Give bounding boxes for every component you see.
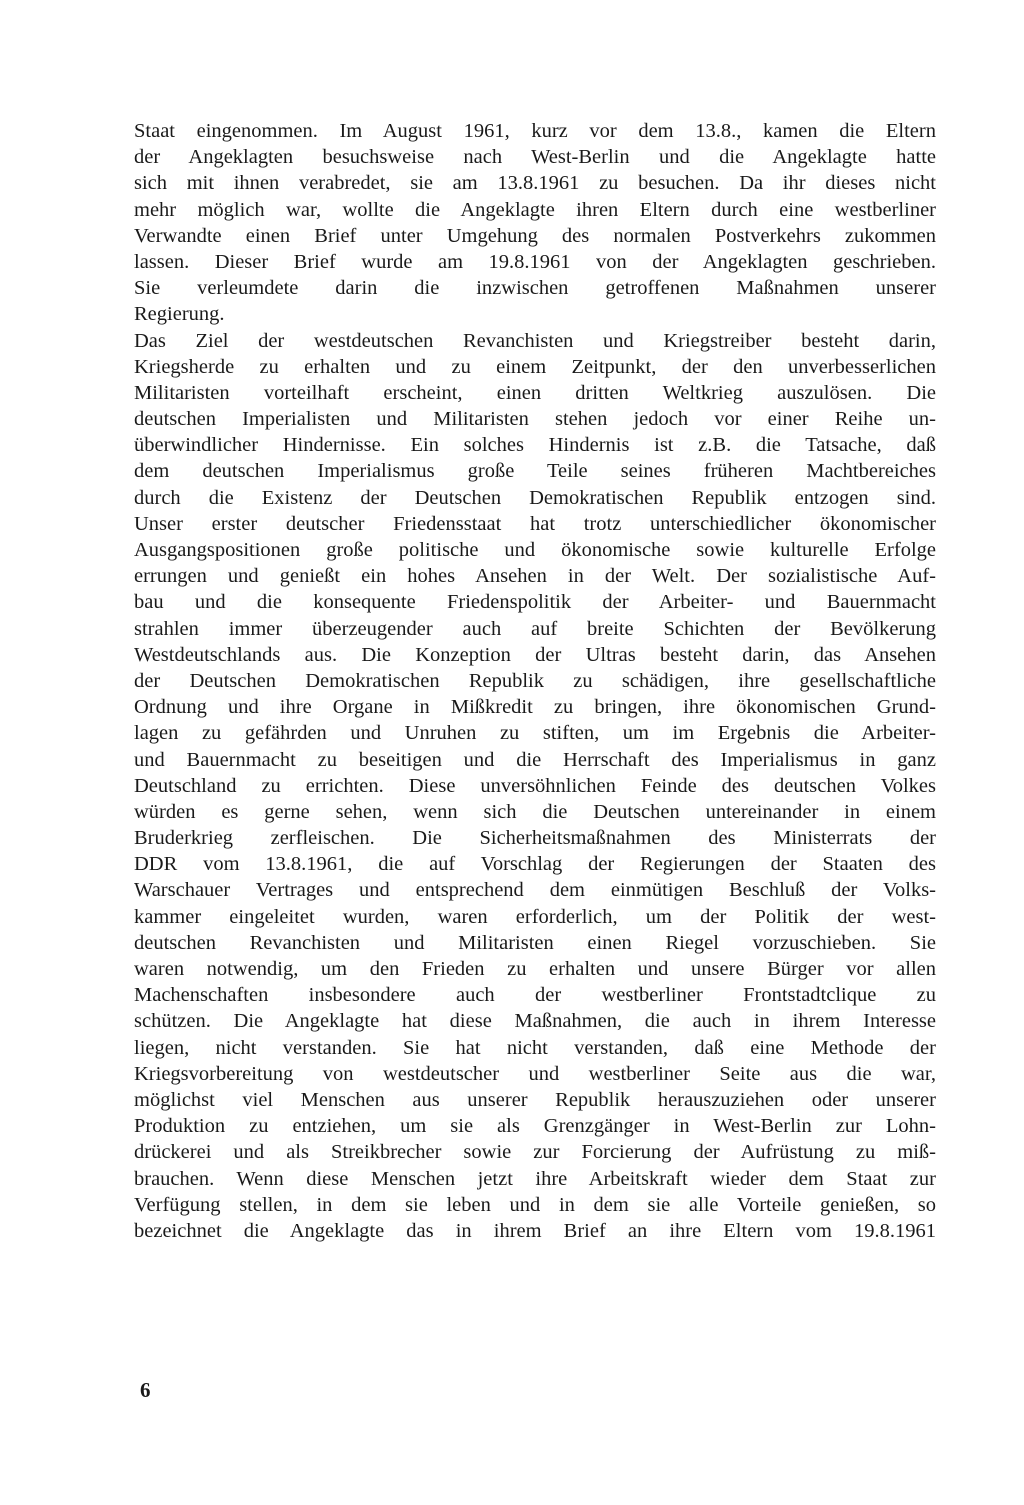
body-text	[134, 118, 936, 1244]
text-line: kammer eingeleitet wurden, waren erforderlich, um der Politik der west-	[134, 905, 936, 928]
text-line: Sie verleumdete darin die inzwischen getroffenen Maßnahmen unserer	[134, 277, 936, 300]
text-line: brauchen. Wenn diese Menschen jetzt ihre Arbeitskraft wieder dem Staat zur	[134, 1167, 936, 1190]
text-line: lagen zu gefährden und Unruhen zu stiften, um im Ergebnis die Arbeiter-	[134, 722, 936, 745]
text-line: Verwandte einen Brief unter Umgehung des normalen Postverkehrs zukommen	[134, 224, 936, 247]
text-line: Militaristen vorteilhaft erscheint, einen dritten Weltkrieg auszulösen. Die	[134, 381, 936, 404]
text-line: der Deutschen Demokratischen Republik zu schädigen, ihre gesellschaftliche	[134, 669, 936, 692]
text-line: Unser erster deutscher Friedensstaat hat trotz unterschiedlicher ökonomischer	[134, 512, 936, 535]
text-line: liegen, nicht verstanden. Sie hat nicht verstanden, daß eine Methode der	[134, 1036, 936, 1059]
text-line: Das Ziel der westdeutschen Revanchisten und Kriegstreiber besteht darin,	[134, 329, 936, 352]
text-line: Deutschland zu errichten. Diese unversöhnlichen Feinde des deutschen Volkes	[134, 774, 936, 797]
text-line: waren notwendig, um den Frieden zu erhalten und unsere Bürger vor allen	[134, 958, 936, 980]
text-line: Kriegsvorbereitung von westdeutscher und westberliner Seite aus die war,	[134, 1062, 936, 1085]
text-line: würden es gerne sehen, wenn sich die Deutschen untereinander in einem	[134, 800, 936, 823]
text-line: Ordnung und ihre Organe in Mißkredit zu bringen, ihre ökonomischen Grund-	[134, 696, 936, 719]
text-line: und Bauernmacht zu beseitigen und die Herrschaft des Imperialismus in ganz	[134, 748, 936, 771]
text-line: mehr möglich war, wollte die Angeklagte ihren Eltern durch eine westberliner	[134, 198, 936, 221]
text-line: Verfügung stellen, in dem sie leben und in dem sie alle Vorteile genießen, so	[134, 1193, 936, 1216]
text-line: errungen und genießt ein hohes Ansehen in der Welt. Der sozialistische Auf-	[134, 565, 936, 588]
text-line: dem deutschen Imperialismus große Teile seines früheren Machtbereiches	[134, 460, 936, 483]
text-line: DDR vom 13.8.1961, die auf Vorschlag der Regierungen der Staaten des	[134, 853, 936, 876]
text-line: lassen. Dieser Brief wurde am 19.8.1961 von der Angeklagten geschrieben.	[134, 250, 936, 273]
text-line: Machenschaften insbesondere auch der westberliner Frontstadtclique zu	[134, 984, 936, 1007]
text-line: Warschauer Vertrages und entsprechend dem einmütigen Beschluß der Volks-	[134, 879, 936, 902]
text-line: durch die Existenz der Deutschen Demokratischen Republik entzogen sind.	[134, 486, 936, 509]
text-line: sich mit ihnen verabredet, sie am 13.8.1961 zu besuchen. Da ihr dieses nicht	[134, 172, 936, 195]
text-line: Produktion zu entziehen, um sie als Grenzgänger in West-Berlin zur Lohn-	[134, 1115, 936, 1138]
text-line: Ausgangspositionen große politische und ökonomische sowie kulturelle Erfolge	[134, 539, 936, 561]
text-line: Westdeutschlands aus. Die Konzeption der Ultras besteht darin, das Ansehen	[134, 643, 936, 666]
text-line: Bruderkrieg zerfleischen. Die Sicherheitsmaßnahmen des Ministerrats der	[134, 827, 936, 850]
text-line: drückerei und als Streikbrecher sowie zur Forcierung der Aufrüstung zu miß-	[134, 1141, 936, 1164]
text-line: Regierung.	[134, 303, 225, 326]
text-line: überwindlicher Hindernisse. Ein solches Hindernis ist z.B. die Tatsache, daß	[134, 434, 936, 457]
text-line: möglichst viel Menschen aus unserer Republik herauszuziehen oder unserer	[134, 1088, 936, 1111]
text-line: deutschen Imperialisten und Militaristen stehen jedoch vor einer Reihe un-	[134, 408, 936, 431]
text-line: deutschen Revanchisten und Militaristen einen Riegel vorzuschieben. Sie	[134, 931, 936, 954]
text-line: bezeichnet die Angeklagte das in ihrem Brief an ihre Eltern vom 19.8.1961	[134, 1219, 936, 1242]
text-line: Staat eingenommen. Im August 1961, kurz vor dem 13.8., kamen die Eltern	[134, 120, 936, 142]
page-number: 6	[140, 1378, 151, 1402]
text-line: bau und die konsequente Friedenspolitik der Arbeiter- und Bauernmacht	[134, 591, 936, 614]
text-line: strahlen immer überzeugender auch auf breite Schichten der Bevölkerung	[134, 617, 936, 640]
text-line: Kriegsherde zu erhalten und zu einem Zeitpunkt, der den unverbesserlichen	[134, 355, 936, 378]
text-line: der Angeklagten besuchsweise nach West-Berlin und die Angeklagte hatte	[134, 146, 936, 169]
text-line: schützen. Die Angeklagte hat diese Maßnahmen, die auch in ihrem Interesse	[134, 1010, 936, 1033]
